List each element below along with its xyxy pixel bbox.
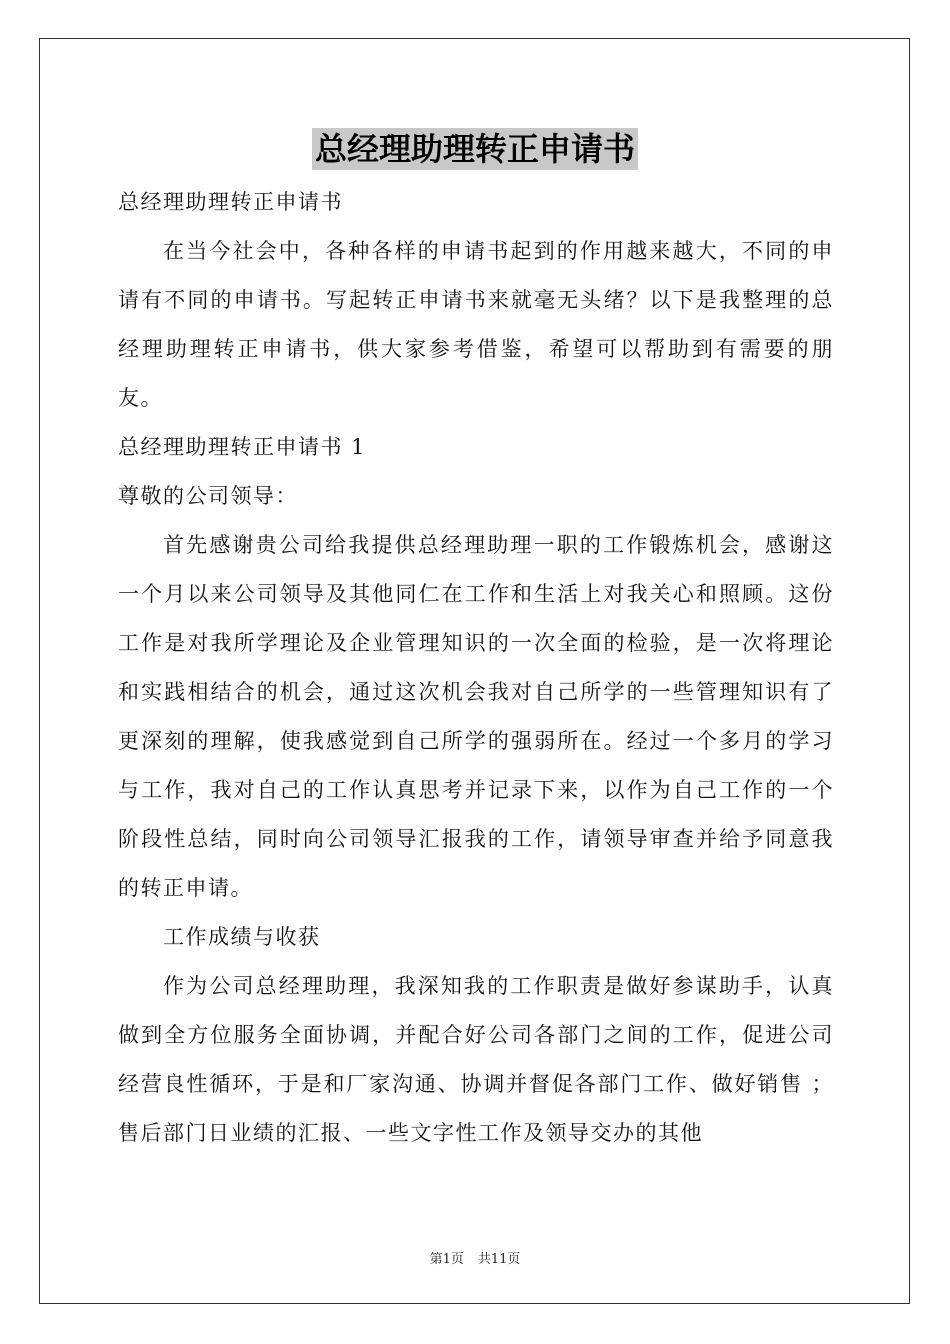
salutation: 尊敬的公司领导： [118, 484, 298, 508]
page-total: 共11页 [477, 1252, 521, 1267]
intro-paragraph: 在当今社会中，各种各样的申请书起到的作用越来越大，不同的申请有不同的申请书。写起转正申请书来就毫无头绪？以下是我整理的总经理助理转正申请书，供大家参考借鉴，希望可以帮助到有需要的朋友。 [118, 239, 834, 410]
section-heading: 总经理助理转正申请书 1 [118, 435, 367, 459]
subsection-heading: 工作成绩与收获 [163, 925, 321, 949]
body-paragraph: 作为公司总经理助理，我深知我的工作职责是做好参谋助手，认真做到全方位服务全面协调，并配合好公司各部门之间的工作，促进公司经营良性循环，于是和厂家沟通、协调并督促各部门工作、做好销售 ；售后部门日业绩的汇报、一些文字性工作及领导交办的其他 [118, 974, 834, 1145]
subtitle-paragraph: 总经理助理转正申请书 [118, 190, 343, 214]
page-number: 第1页 [429, 1252, 464, 1267]
page-footer [0, 1248, 950, 1267]
body-paragraph: 首先感谢贵公司给我提供总经理助理一职的工作锻炼机会，感谢这一个月以来公司领导及其他同仁在工作和生活上对我关心和照顾。这份工作是对我所学理论及企业管理知识的一次全面的检验，是一次将理论和实践相结合的机会，通过这次机会我对自己所学的一些管理知识有了更深刻的理解，使我感觉到自己所学的强弱所在。经过一个多月的学习与工作，我对自己的工作认真思考并记录下来，以作为自己工作的一个阶段性总结，同时向公司领导汇报我的工作，请领导审查并给予同意我的转正申请。 [118, 533, 834, 900]
title-container [0, 128, 950, 170]
document-title: 总经理助理转正申请书 [312, 128, 638, 170]
document-body [118, 178, 834, 1158]
